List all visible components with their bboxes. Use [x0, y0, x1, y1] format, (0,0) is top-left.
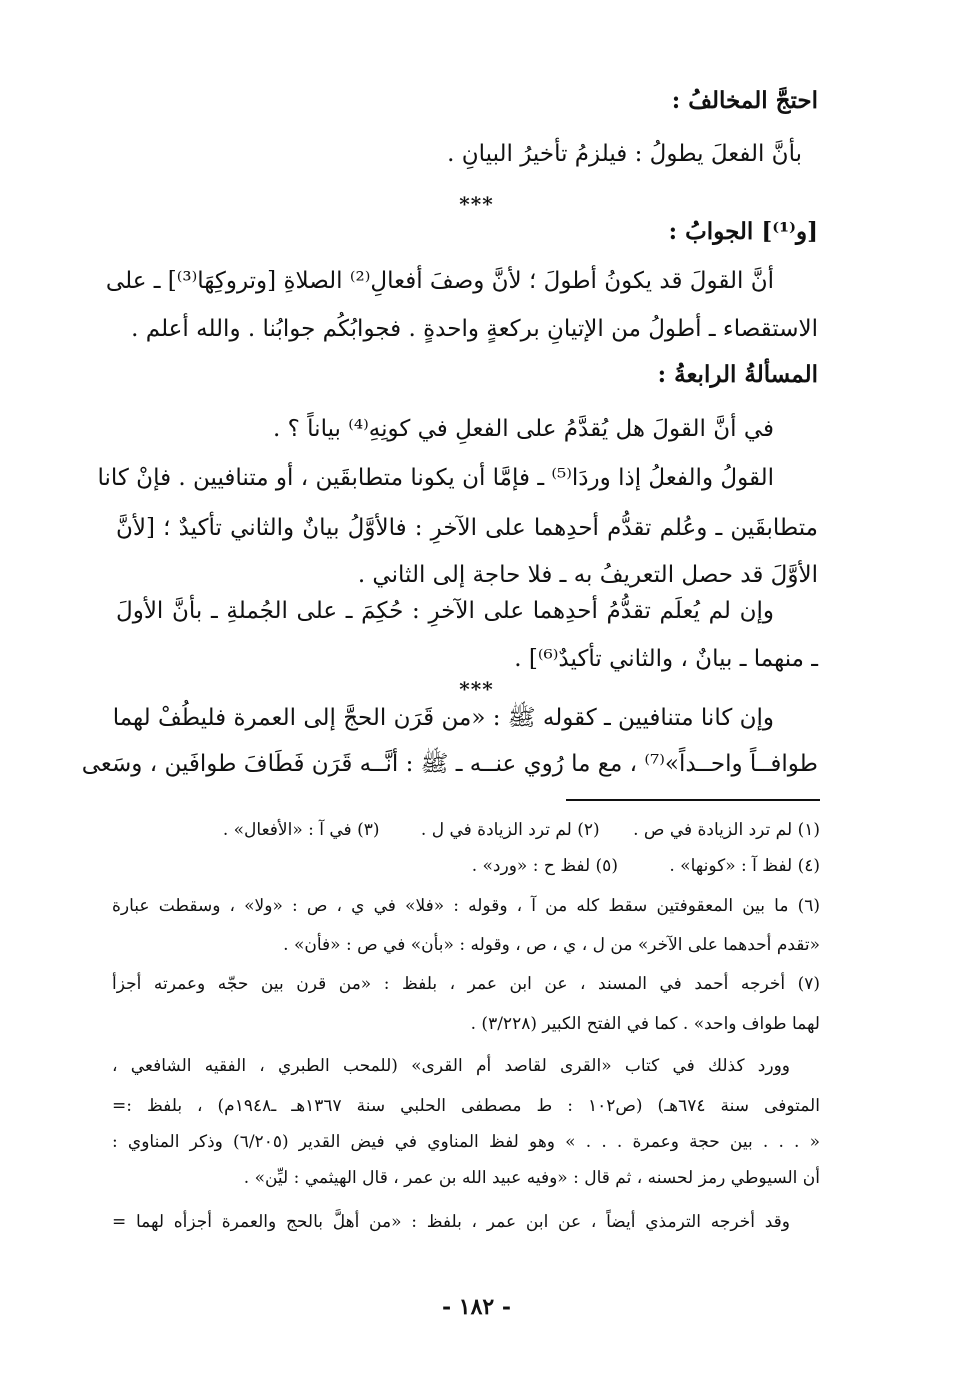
page-number: - ١٨٢ -	[441, 1294, 512, 1320]
heading-opponent: احتجَّ المخالفُ :	[671, 87, 818, 114]
footnote-separator-rule	[566, 799, 820, 801]
text-line-10: الأوَّلَ قد حصل التعريفُ به ـ فلا حاجة إلى الثاني .	[357, 562, 818, 588]
footnote-row-2	[112, 852, 820, 880]
footnote-7-line-5: « . . . بين حجة وعمرة . . . » وهو لفظ المناوي في فيض القدير (٦/٢٠٥) وذكر المناوي :	[112, 1132, 820, 1152]
footnote-2: (٢) لم ترد الزيادة في ل .	[420, 820, 600, 840]
text-line-4: أنَّ القولَ قد يكونُ أطولَ ؛ لأنَّ وصفَ أفعالِ⁽²⁾ الصلاةِ [وتروكِهَا⁽³⁾] ـ على	[105, 268, 774, 294]
footnote-7-line-1: (٧) أخرجه أحمد في المسند ، عن ابن عمر ، بلفظ : «من قرن بين حجّه وعمرته أجزأ	[112, 974, 820, 994]
footnote-7-line-3: وورد كذلك في كتاب «القرى لقاصد أم القرى» (للمحب الطبري ، الفقيه الشافعي ،	[112, 1056, 790, 1076]
footnote-1: (١) لم ترد الزيادة في ص .	[633, 820, 820, 840]
text-line-13: وإن كانا متنافيين ـ كقوله ﷺ : «من قَرَن الحجَّ إلى العمرة فليطُفْ لهما	[112, 705, 774, 731]
footnote-4: (٤) لفظ آ : «كونها» .	[669, 856, 820, 876]
text-line-12: ـ منهما ـ بيانٌ ، والثاني تأكيدٌ⁽⁶⁾] .	[514, 646, 818, 672]
text-line-5: الاستقصاء ـ أطولُ من الإتيانِ بركعةٍ واحدةٍ . فجوابُكُم جوابُنا . والله أعلم .	[131, 316, 818, 342]
text-line-14: طوافــاً واحــداً»⁽⁷⁾ ، مع ما رُوي عنــه ـ ﷺ : أنَّــه قَرَن فَطَافَ طوافَين ، وسَعى	[81, 751, 818, 777]
footnote-7-line-2: لهما طواف واحد» . كما في الفتح الكبير (٣/٢٢٨) .	[470, 1014, 820, 1034]
footnote-6-line-1: (٦) ما بين المعقوفتين سقط كله من آ ، وقوله : «فلا» في ي ، ص : «ولا» ، وسقطت عبارة	[112, 896, 820, 916]
text-line-8: القولُ والفعلُ إذا وردَا⁽⁵⁾ ـ فإمَّا أن يكونا متطابقَين ، أو متنافيين . فإنْ كانا	[97, 465, 774, 491]
separator-stars-1: ***	[459, 192, 494, 216]
footnote-6-line-2: «تقدم أحدهما على الآخر» من ل ، ي ، ص ، وقوله : «بأن» في ص : «فأن» .	[283, 935, 820, 955]
heading-answer: [و⁽¹⁾] الجوابُ :	[668, 218, 818, 245]
footnote-row-1	[112, 816, 820, 844]
footnote-3: (٣) في آ : «الأفعال» .	[222, 820, 380, 840]
footnote-5: (٥) لفظ ح : «ورد» .	[471, 856, 618, 876]
text-line-7: في أنَّ القولَ هل يُقدَّمُ على الفعلِ في كونِهِ⁽⁴⁾ بياناً ؟ .	[273, 416, 774, 442]
text-line-11: وإن لم يُعلَم تقدُّمُ أحدِهما على الآخرِ : حُكِمَ ـ على الجُملةِ ـ بأنَّ الأولَ	[116, 598, 774, 624]
text-line-2: بأنَّ الفعلَ يطولُ : فيلزمُ تأخيرُ البيانِ .	[447, 141, 802, 167]
text-line-9: متطابقَين ـ وعُلم تقدُّم أحدِهما على الآخرِ : فالأوَّلُ بيانٌ والثاني تأكيدٌ ؛ [لأنَّ	[116, 515, 818, 541]
heading-issue-four: المسألةُ الرابعةُ :	[657, 361, 818, 388]
footnote-7-line-6: أن السيوطي رمز لحسنه ، ثم قال : «وفيه عبيد الله بن عمر ، قال الهيثمي : ليِّن» .	[243, 1168, 820, 1188]
separator-stars-2: ***	[459, 677, 494, 701]
footnote-7-line-7: وقد أخرجه الترمذي أيضاً ، عن ابن عمر ، بلفظ : «من أهلَّ بالحج والعمرة أجزأه لهما =	[112, 1212, 790, 1232]
footnote-7-line-4: المتوفى سنة ٦٧٤هـ) (ص١٠٢ : ط مصطفى الحلبي سنة ١٣٦٧هـ ـ١٩٤٨م) ، بلفظ :=	[112, 1096, 820, 1116]
